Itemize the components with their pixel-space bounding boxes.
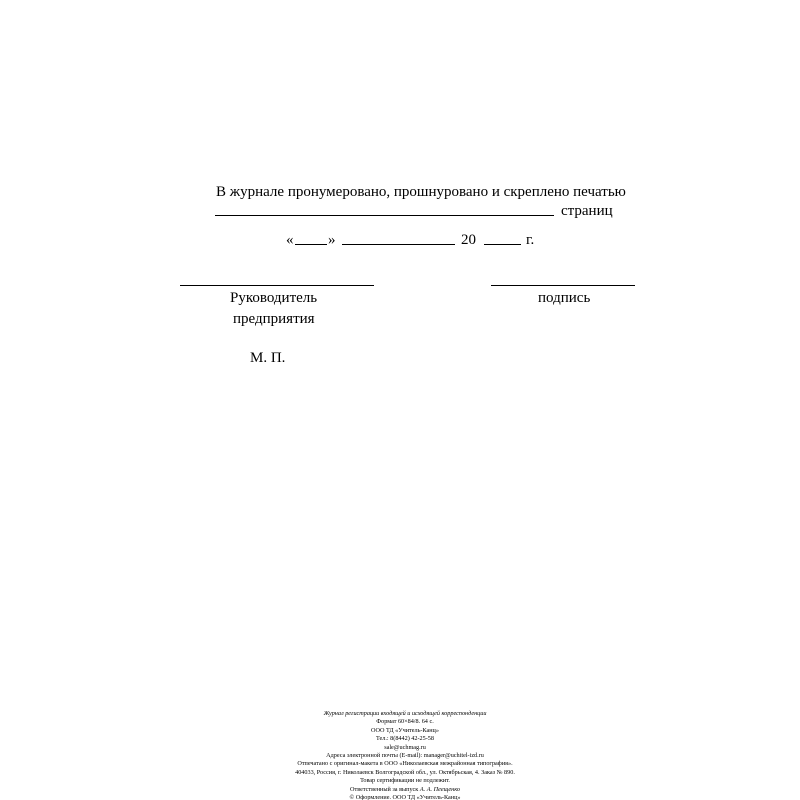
date-year-prefix: 20 (461, 232, 476, 248)
certification-heading: В журнале пронумеровано, прошнуровано и скреплено печатью (216, 184, 626, 200)
imprint-responsible (250, 786, 560, 794)
imprint-phone: Тел.: 8(8442) 42-25-58 (375, 735, 434, 743)
imprint-responsible-prefix: Ответственный за выпуск (350, 785, 419, 793)
head-label-line1: Руководитель (230, 290, 318, 306)
imprint-sales-email: sale@uchmag.ru (384, 743, 426, 751)
imprint-email-addresses: Адреса электронной почты (E-mail): manager@uchitel-izd.ru (326, 752, 484, 760)
head-label-line2: предприятия (233, 311, 315, 327)
signature-label: подпись (538, 290, 591, 306)
imprint-copyright: © Оформление. ООО ТД «Учитель-Канц» (349, 794, 461, 800)
imprint-format: Формат 60×84/8. 64 с. (376, 718, 434, 726)
stamp-place: М. П. (250, 350, 286, 366)
publisher-imprint (250, 710, 560, 800)
date-year-suffix: г. (526, 232, 535, 248)
signature-line (491, 285, 635, 286)
date-year-line (484, 244, 521, 245)
date-day-line (295, 244, 327, 245)
date-month-line (342, 244, 455, 245)
imprint-certification-note: Товар сертификации не подлежит. (360, 777, 450, 785)
date-open-quote: « (286, 232, 294, 248)
date-close-quote: » (328, 232, 336, 248)
imprint-responsible-name: А. А. Пеещенко (419, 785, 460, 793)
imprint-publisher: ООО ТД «Учитель-Канц» (371, 726, 439, 734)
pages-count-line (215, 215, 554, 216)
imprint-printer: Отпечатано с оригинал-макета в ООО «Николаевская межрайонная типография». (297, 760, 513, 768)
head-signature-line (180, 285, 374, 286)
pages-label: страниц (561, 203, 613, 219)
imprint-title: Журнал регистрации входящей и исходящей корреспонденции (323, 710, 487, 717)
imprint-printer-address: 404033, Россия, г. Николаевск Волгоградской обл., ул. Октябрьская, 4. Заказ № 890. (295, 768, 515, 776)
